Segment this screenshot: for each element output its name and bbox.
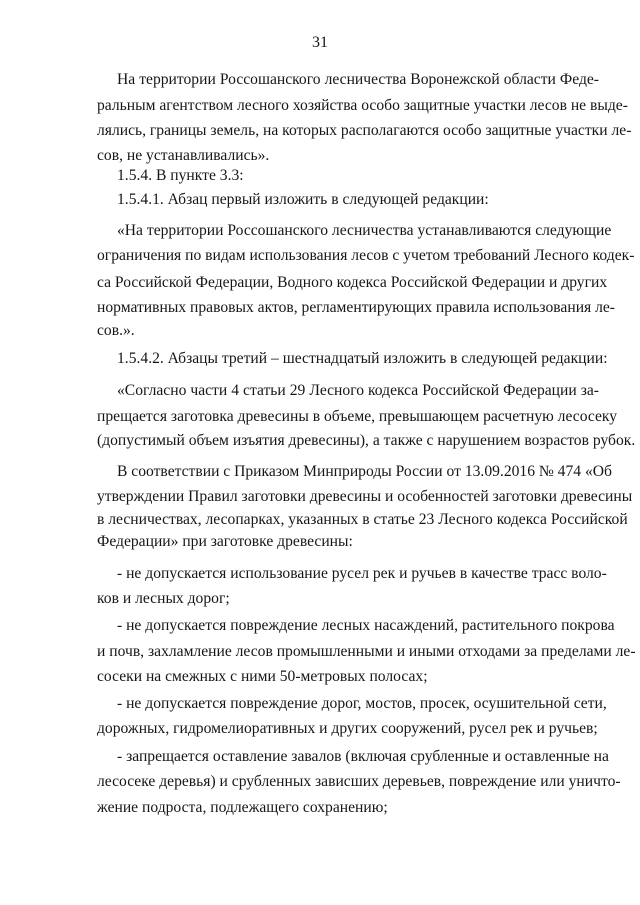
text-line: са Российской Федерации, Водного кодекса Российской Федерации и других <box>97 274 608 291</box>
text-line: 1.5.4. В пункте 3.3: <box>117 167 244 184</box>
text-line: - запрещается оставление завалов (включая срубленные и оставленные на <box>117 748 609 765</box>
text-line: сов, не устанавливались». <box>97 147 270 164</box>
text-line: лялись, границы земель, на которых располагаются особо защитные участки ле- <box>97 122 632 139</box>
text-line: «Согласно части 4 статьи 29 Лесного кодекса Российской Федерации за- <box>117 382 599 399</box>
text-line: жение подроста, подлежащего сохранению; <box>97 799 388 816</box>
text-line: В соответствии с Приказом Минприроды России от 13.09.2016 № 474 «Об <box>117 463 612 480</box>
text-line: ральным агентством лесного хозяйства особо защитные участки лесов не выде- <box>97 97 628 114</box>
text-line: (допустимый объем изъятия древесины), а также с нарушением возрастов рубок. <box>97 432 636 449</box>
text-line: прещается заготовка древесины в объеме, превышающем расчетную лесосеку <box>97 408 618 425</box>
text-line: дорожных, гидромелиоративных и других сооружений, русел рек и ручьев; <box>97 720 598 737</box>
text-line: ограничения по видам использования лесов с учетом требований Лесного кодек- <box>97 247 635 264</box>
text-line: сов.». <box>97 322 135 339</box>
text-line: лесосеке деревья) и срубленных зависших деревьев, повреждение или уничто- <box>97 773 621 790</box>
text-line: - не допускается использование русел рек и ручьев в качестве трасс воло- <box>117 565 607 582</box>
text-line: «На территории Россошанского лесничества устанавливаются следующие <box>117 222 612 239</box>
page-number: 31 <box>312 34 328 51</box>
text-line: в лесничествах, лесопарках, указанных в статье 23 Лесного кодекса Российской <box>97 511 628 528</box>
text-line: 1.5.4.2. Абзацы третий – шестнадцатый изложить в следующей редакции: <box>117 350 608 367</box>
text-line: - не допускается повреждение лесных насаждений, растительного покрова <box>117 617 615 634</box>
text-line: и почв, захламление лесов промышленными и иными отходами за пределами ле- <box>97 643 636 660</box>
text-line: 1.5.4.1. Абзац первый изложить в следующей редакции: <box>117 191 489 208</box>
text-line: На территории Россошанского лесничества Воронежской области Феде- <box>117 71 599 88</box>
text-line: - не допускается повреждение дорог, мостов, просек, осушительной сети, <box>117 695 607 712</box>
text-line: утверждении Правил заготовки древесины и особенностей заготовки древесины <box>97 488 633 505</box>
text-line: сосеки на смежных с ними 50-метровых полосах; <box>97 668 428 685</box>
text-line: ков и лесных дорог; <box>97 590 230 607</box>
text-line: Федерации» при заготовке древесины: <box>97 533 353 550</box>
text-line: нормативных правовых актов, регламентирующих правила использования ле- <box>97 299 616 316</box>
